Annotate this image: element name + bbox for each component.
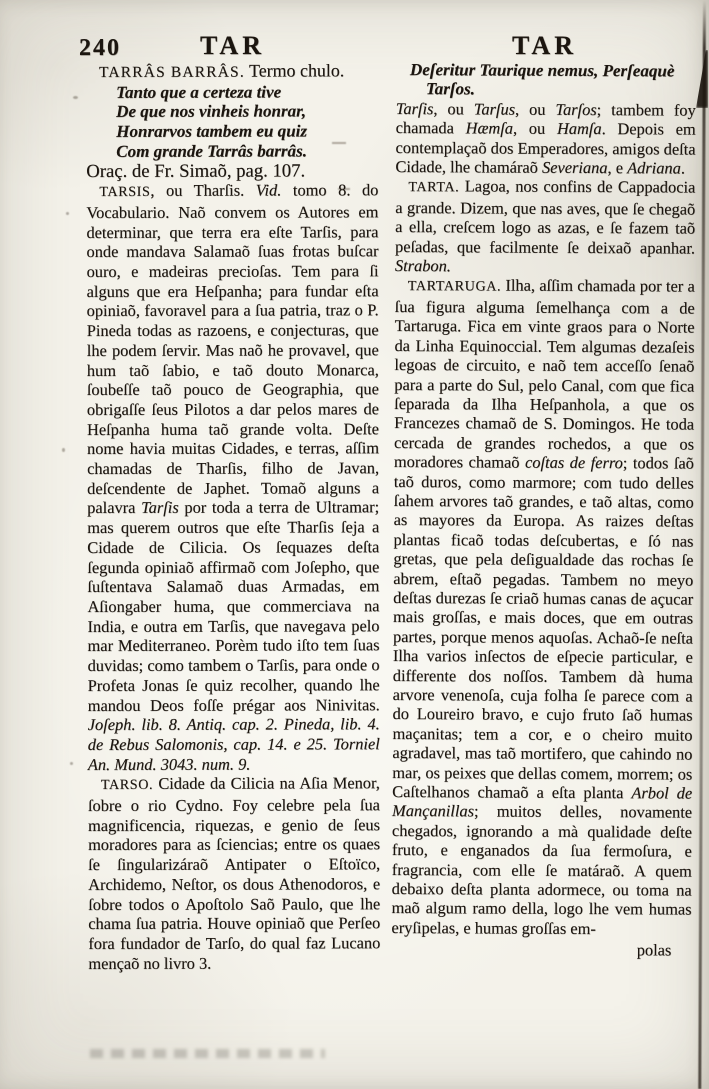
verse-line: Honrarvos tambem eu quiz (116, 121, 308, 142)
scan-speck (70, 762, 73, 765)
left-column-text (86, 61, 380, 973)
entry-tarsis: TARSIS, ou Tharſis. Vid. tomo 8. do Vocabulario. Naõ convem os Autores em determinar, que terra era eſte Tarſis, para onde mandava Salamaõ ſuas frotas buſcar ouro, e madeiras precioſas. Tem para ſi alguns que era Heſpanha; para fundar eſta opiniaõ, favoravel para a ſua patria, traz o P. Pineda todas as razoens, e conjecturas, que lhe podem ſervir. Mas naõ he provavel, que hum taõ ſabio, e taõ douto Monarca, ſoubeſſe taõ pouco de Geographia, que obrigaſſe ſeus Pilotos a dar pelos mares de Heſpanha huma taõ grande volta. Deſte nome havia muitas Cidades, e terras, aſſim chamadas de Tharſis, filho de Javan, deſcendente de Japhet. Tomaõ alguns a palavra Tarſis por toda a terra de Ultramar; mas querem outros que eſte Tharſis ſeja a Cidade de Cilicia. Os ſequazes deſta ſegunda opiniaõ affirmaõ com Joſepho, que ſuſtentava Salamaõ duas Armadas, em Aſiongaber huma, que commerciava na India, e outra em Tarſis, que navegava pelo mar Mediterraneo. Porèm tudo iſto tem ſuas duvidas; como tambem o Tarſis, para onde o Profeta Jonas ſe quiz recolher, quando lhe mandou Deos foſſe prégar aos Ninivitas. Joſeph. lib. 8. Antiq. cap. 2. Pineda, lib. 4. de Rebus Salomonis, cap. 14. e 25. Torniel An. Mund. 3043. num. 9. (86, 180, 380, 774)
scan-edge-shadow (698, 0, 705, 1089)
entry-tarso: TARSO. Cidade da Cilicia na Aſia Menor, ſobre o rio Cydno. Foy celebre pela ſua magnificencia, riquezas, e genio de ſeus moradores para as ſciencias; entre os quaes ſe ſingularizáraõ Antipater o Eſtoïco, Archidemo, Neſtor, os dous Athenodoros, e ſobre todos o Apoſtolo Saõ Paulo, que lhe chama ſua patria. Houve opiniaõ que Perſeo fora fundador de Tarſo, do qual faz Lucano mençaõ no livro 3. (87, 773, 381, 973)
catchword: polas (636, 940, 672, 960)
entry-tartaruga: TARTARUGA. Ilha, aſſim chamada por ter a ſua figura alguma ſemelhança com a de Tartaruga. Fica em vinte graos para o Norte da Linha Equinoccial. Tem algumas dezaſeis legoas de circuito, e naõ tem acceſſo ſenaõ para a parte do Sul, pelo Canal, com que fica ſeparada da Ilha Heſpanhola, a que os Francezes chamaõ de S. Domingos. He toda cercada de grandes rochedos, a que os moradores chamaõ coſtas de ferro; todos ſaõ taõ duros, como marmore; com tudo delles ſahem arvores taõ grandes, e taõ altas, como as mayores da Europa. As raizes deſtas plantas ficaõ todas deſcubertas, e ſó nas gretas, que pela deſigualdade das rochas ſe abrem, eſtaõ pegadas. Tambem no meyo deſtas durezas ſe criaõ humas canas de açucar mais groſſas, e mais doces, que em outras partes, porque menos aquoſas. Achaõ-ſe neſta Ilha varios inſectos de eſpecie particular, e differente dos noſſos. Tambem dà huma arvore venenoſa, cuja folha ſe parece com a do Loureiro bravo, e cujo fruto ſaõ humas maçanitas; tem a cor, e o cheiro muito agradavel, mas taõ mortifero, que cahindo no mar, os peixes que dellas comem, morrem; os Caſtelhanos chamaõ a eſta planta Arbol de Mançanillas; muitos delles, novamente chegados, ignorando a mà qualidade deſte fruto, e enganados da ſua fermoſura, e fragrancia, com elle ſe matáraõ. A quem debaixo deſta planta adormece, ou toma na maõ algum ramo della, logo lhe vem humas eryſipelas, e humas groſſas em- (391, 276, 695, 938)
running-head-left: TAR (200, 31, 265, 60)
verse-line: Deſeritur Taurique nemus, Perſeaquè (409, 60, 675, 81)
right-column-text (391, 60, 696, 939)
entry-tarta: TARTA. Lagoa, nos confins de Cappadocia a grande. Dizem, que nas aves, que ſe chegaõ a ella, creſcem logo as azas, e ſe fazem taõ peſadas, que facilmente ſe deixaõ apanhar. Strabon. (394, 176, 696, 276)
page-number: 240 (79, 35, 121, 61)
scan-speck (62, 448, 65, 452)
bleedthrough-smudge (90, 1049, 325, 1058)
tarras-barras-citation: Oraç. de Fr. Simaõ, pag. 107. (86, 159, 306, 182)
verse-line: De que nos vinheis honrar, (116, 101, 307, 122)
scan-speck (66, 212, 69, 215)
verse-line: Tanto que a certeza tive (116, 82, 282, 102)
entry-tarras-barras-headline: TARRÂS BARRÂS. Termo chulo. (99, 60, 345, 81)
right-column (391, 60, 696, 960)
verse-line: Tarſos. (425, 79, 476, 99)
left-column (86, 61, 380, 973)
entry-tarsos-continuation: Tarſis, ou Tarſus, ou Tarſos; tambem foy chamada Hæmſa, ou Hamſa. Depois em contemplaçaõ dos Emperadores, amigos deſta Cidade, lhe chamáraõ Severiana, e Adriana. (395, 98, 696, 178)
verse-line: Com grande Tarrâs barrâs. (116, 141, 307, 161)
scan-speck (73, 96, 78, 99)
running-head-right: TAR (512, 31, 577, 60)
